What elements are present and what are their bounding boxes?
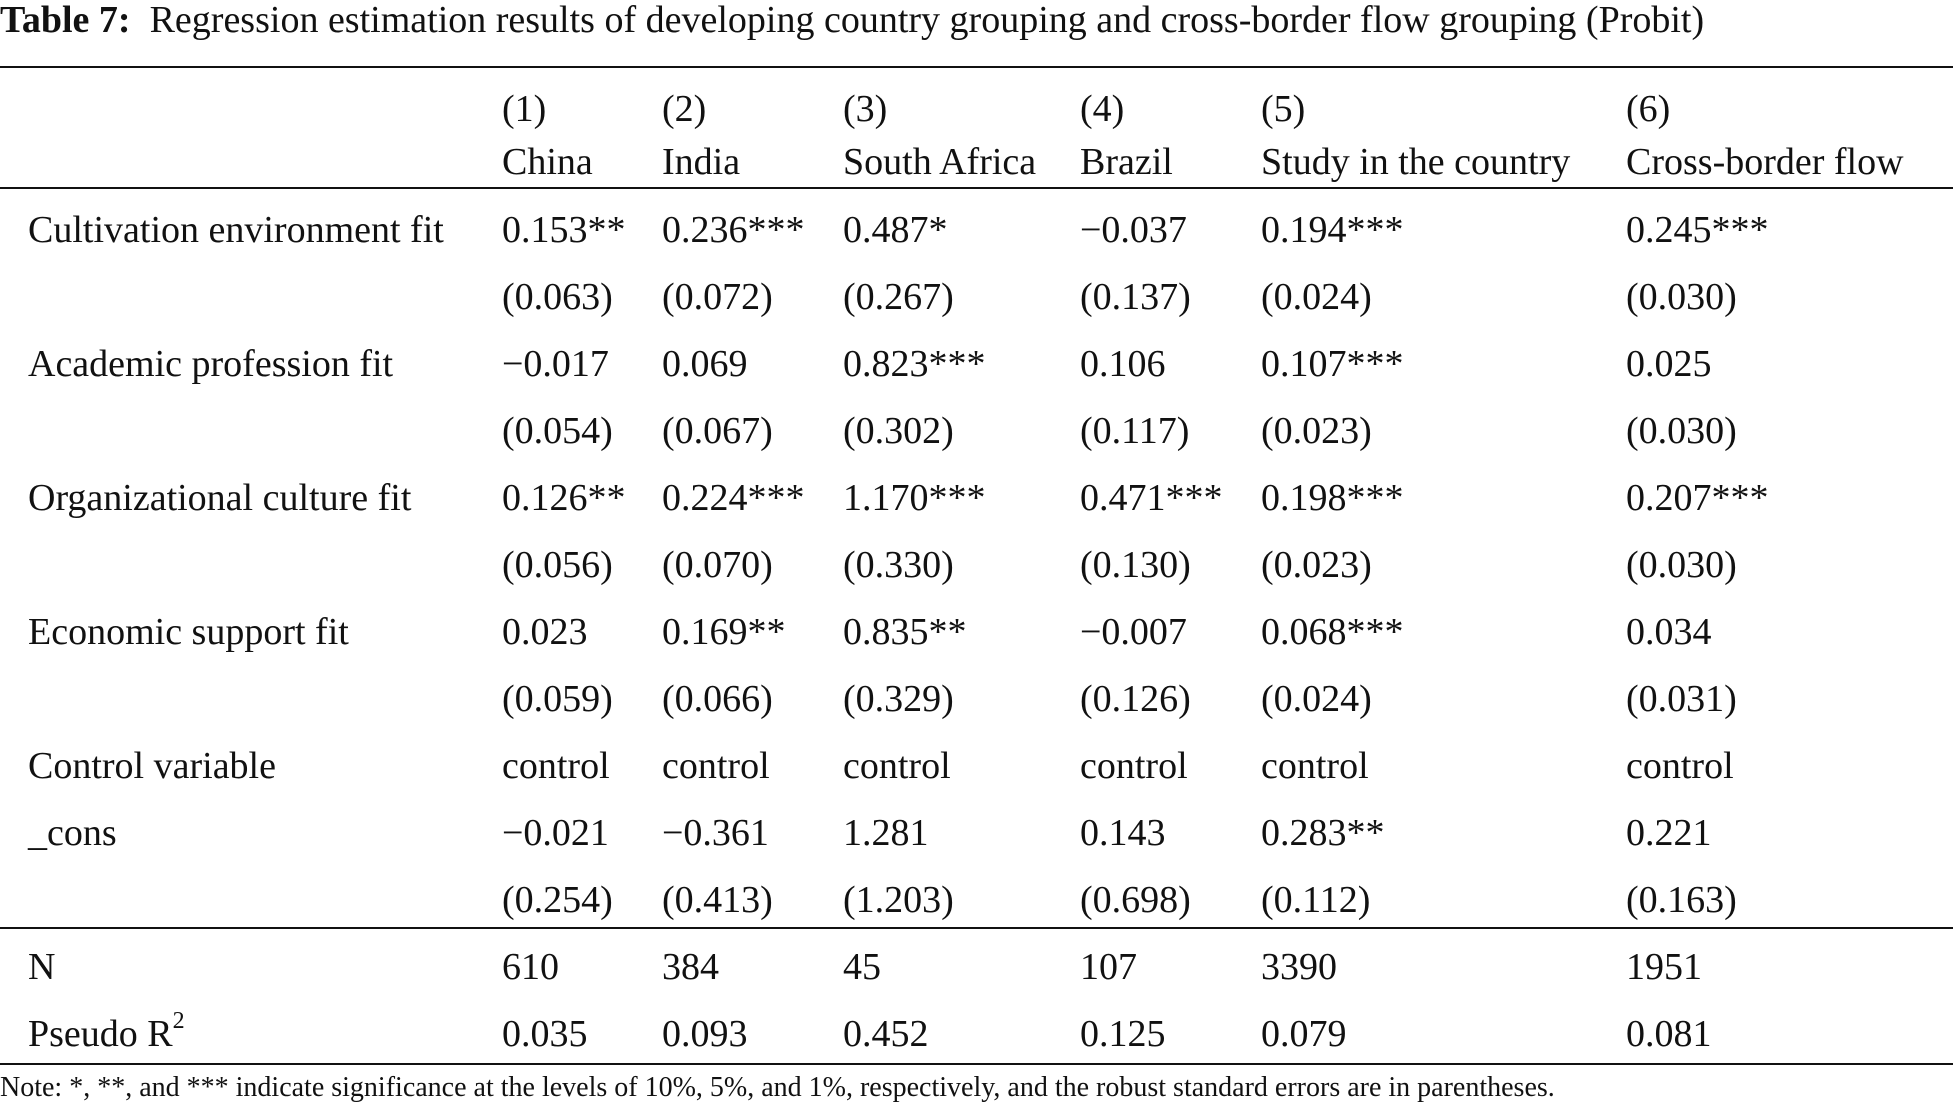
table-cell: (0.137): [1080, 276, 1191, 318]
table-cell: (0.112): [1261, 879, 1371, 921]
table-cell: (0.698): [1080, 879, 1191, 921]
row-label: Organizational culture fit: [28, 477, 412, 519]
table-cell: control: [1080, 745, 1188, 787]
table-cell: 0.835**: [843, 611, 967, 653]
table-cell: 0.471***: [1080, 477, 1223, 519]
table-cell: (0.067): [662, 410, 773, 452]
table-cell: (0.066): [662, 678, 773, 720]
table-caption: [0, 0, 1704, 40]
column-number: (5): [1261, 88, 1306, 130]
bottom-rule: [0, 1063, 1953, 1065]
table-cell: 0.069: [662, 343, 748, 385]
stat-cell: 0.125: [1080, 1013, 1166, 1055]
table-cell: 0.823***: [843, 343, 986, 385]
table-note: Note: *, **, and *** indicate significance at the levels of 10%, 5%, and 1%, respectively, and the robust standard errors are in parentheses.: [0, 1072, 1555, 1103]
stat-cell: 3390: [1261, 946, 1337, 988]
stat-cell: 0.079: [1261, 1013, 1347, 1055]
table-cell: −0.017: [502, 343, 609, 385]
table-cell: (0.030): [1626, 544, 1737, 586]
caption-label: Table 7:: [0, 0, 131, 41]
table-cell: (0.130): [1080, 544, 1191, 586]
column-number: (6): [1626, 88, 1671, 130]
table-cell: 0.169**: [662, 611, 786, 653]
top-rule: [0, 66, 1953, 68]
table-cell: (0.063): [502, 276, 613, 318]
table-cell: (0.059): [502, 678, 613, 720]
table-cell: −0.021: [502, 812, 609, 854]
table-cell: 0.153**: [502, 209, 626, 251]
table-cell: 1.281: [843, 812, 929, 854]
table-cell: 0.143: [1080, 812, 1166, 854]
table-cell: 0.198***: [1261, 477, 1404, 519]
column-header: South Africa: [843, 141, 1037, 183]
table-cell: −0.007: [1080, 611, 1187, 653]
header-rule: [0, 187, 1953, 189]
table-cell: 0.034: [1626, 611, 1712, 653]
table-cell: 0.194***: [1261, 209, 1404, 251]
table-cell: (0.024): [1261, 678, 1372, 720]
stat-cell: 384: [662, 946, 719, 988]
table-cell: (0.070): [662, 544, 773, 586]
column-header: Study in the country: [1261, 141, 1571, 183]
column-number: (2): [662, 88, 707, 130]
stat-cell: 610: [502, 946, 559, 988]
table-cell: (0.031): [1626, 678, 1737, 720]
table-cell: control: [1261, 745, 1369, 787]
stat-label: N: [28, 946, 56, 988]
table-cell: (0.030): [1626, 410, 1737, 452]
stat-cell: 45: [843, 946, 881, 988]
table-cell: (0.054): [502, 410, 613, 452]
column-header: Cross-border flow: [1626, 141, 1904, 183]
table-cell: (0.163): [1626, 879, 1737, 921]
table-cell: (0.117): [1080, 410, 1190, 452]
body-rule: [0, 927, 1953, 929]
table-cell: (0.072): [662, 276, 773, 318]
table-cell: (0.302): [843, 410, 954, 452]
row-label: _cons: [28, 812, 117, 854]
stat-cell: 107: [1080, 946, 1137, 988]
table-cell: (0.267): [843, 276, 954, 318]
table-cell: control: [502, 745, 610, 787]
table-cell: control: [662, 745, 770, 787]
stat-cell: 0.452: [843, 1013, 929, 1055]
row-label: Economic support fit: [28, 611, 349, 653]
table-cell: (0.023): [1261, 410, 1372, 452]
column-header: Brazil: [1080, 141, 1173, 183]
stat-cell: 0.035: [502, 1013, 588, 1055]
table-cell: 0.023: [502, 611, 588, 653]
column-number: (4): [1080, 88, 1125, 130]
table-cell: 0.106: [1080, 343, 1166, 385]
caption-text: Regression estimation results of developing country grouping and cross-border flow grouping (Probit): [149, 0, 1705, 41]
table-cell: (0.024): [1261, 276, 1372, 318]
table-cell: −0.361: [662, 812, 769, 854]
stat-cell: 0.093: [662, 1013, 748, 1055]
column-header: India: [662, 141, 741, 183]
row-label: Cultivation environment fit: [28, 209, 444, 251]
stat-label-text: Pseudo R: [28, 1013, 173, 1055]
table-cell: 0.207***: [1626, 477, 1769, 519]
table-cell: 1.170***: [843, 477, 986, 519]
table-cell: 0.487*: [843, 209, 948, 251]
table-cell: (0.329): [843, 678, 954, 720]
table-cell: (0.254): [502, 879, 613, 921]
table-cell: (0.023): [1261, 544, 1372, 586]
table-cell: control: [1626, 745, 1734, 787]
table-cell: 0.283**: [1261, 812, 1385, 854]
column-number: (1): [502, 88, 547, 130]
table-cell: −0.037: [1080, 209, 1187, 251]
table-cell: 0.107***: [1261, 343, 1404, 385]
table-cell: 0.236***: [662, 209, 805, 251]
table-cell: (0.126): [1080, 678, 1191, 720]
table-cell: (1.203): [843, 879, 954, 921]
stat-cell: 1951: [1626, 946, 1702, 988]
stat-label: [28, 1008, 185, 1056]
column-header: China: [502, 141, 593, 183]
table-cell: 0.126**: [502, 477, 626, 519]
table-cell: 0.025: [1626, 343, 1712, 385]
stat-label-superscript: 2: [172, 1008, 185, 1035]
row-label: Academic profession fit: [28, 343, 394, 385]
column-number: (3): [843, 88, 888, 130]
table-cell: (0.056): [502, 544, 613, 586]
table-cell: 0.068***: [1261, 611, 1404, 653]
table-cell: 0.224***: [662, 477, 805, 519]
table-cell: (0.413): [662, 879, 773, 921]
table-cell: (0.330): [843, 544, 954, 586]
table-cell: 0.245***: [1626, 209, 1769, 251]
table-cell: (0.030): [1626, 276, 1737, 318]
table-cell: 0.221: [1626, 812, 1712, 854]
table-cell: control: [843, 745, 951, 787]
row-label: Control variable: [28, 745, 276, 787]
stat-cell: 0.081: [1626, 1013, 1712, 1055]
